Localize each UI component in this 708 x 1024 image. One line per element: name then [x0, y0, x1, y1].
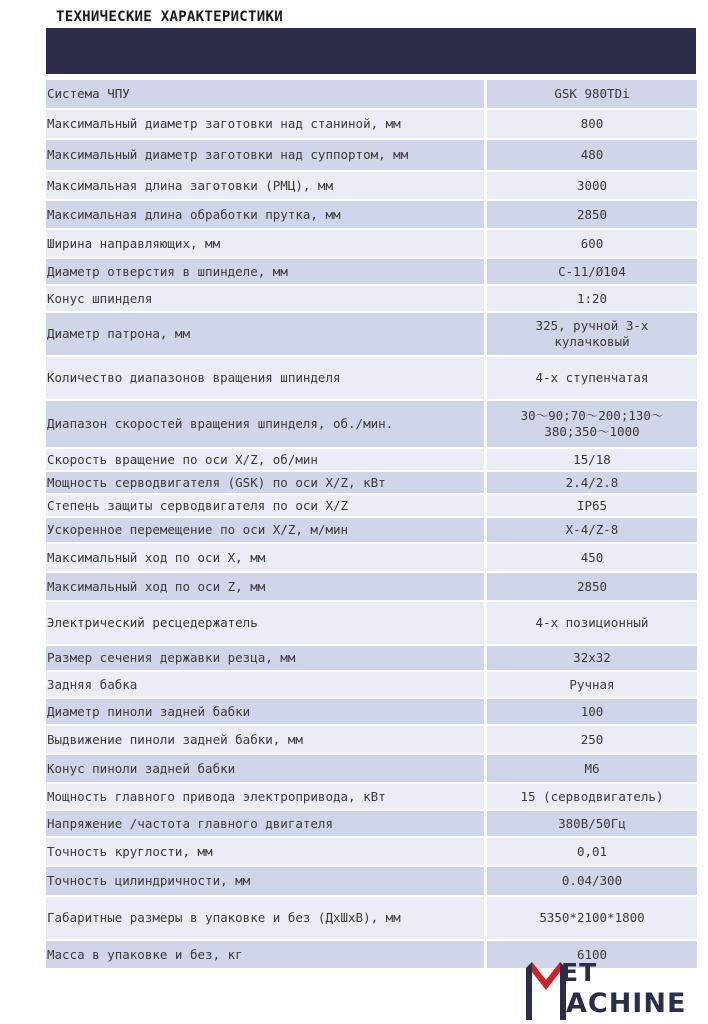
table-row	[46, 573, 697, 600]
spec-label: Степень защиты серводвигателя по оси X/Z	[46, 495, 484, 516]
table-row	[46, 867, 697, 895]
spec-label: Напряжение /частота главного двигателя	[46, 811, 484, 836]
logo-text-bottom: ACHINE	[566, 988, 687, 1019]
spec-value: 0.04/300	[484, 867, 697, 895]
spec-value: 30〜90;70〜200;130〜 380;350〜1000	[484, 401, 697, 447]
spec-label: Диаметр пиноли задней бабки	[46, 699, 484, 724]
metmachine-logo	[526, 958, 698, 1020]
table-row	[46, 646, 697, 670]
spec-value: 2850	[484, 573, 697, 600]
spec-value: X-4/Z-8	[484, 518, 697, 542]
spec-label: Система ЧПУ	[46, 80, 484, 108]
spec-label: Конус шпинделя	[46, 286, 484, 311]
spec-label: Габаритные размеры в упаковке и без (ДхШхВ), мм	[46, 897, 484, 939]
table-row	[46, 672, 697, 697]
logo-text-top: ET	[561, 958, 598, 987]
table-row	[46, 495, 697, 516]
spec-value: 1:20	[484, 286, 697, 311]
table-row	[46, 401, 697, 447]
spec-value: 800	[484, 110, 697, 138]
spec-label: Конус пиноли задней бабки	[46, 755, 484, 782]
spec-value: 5350*2100*1800	[484, 897, 697, 939]
table-row	[46, 755, 697, 782]
table-row	[46, 110, 697, 138]
table-row	[46, 230, 697, 257]
spec-value: 325, ручной 3-х кулачковый	[484, 313, 697, 355]
table-row	[46, 313, 697, 355]
logo-monogram-icon	[526, 958, 566, 1020]
spec-value: C-11/Ø104	[484, 259, 697, 284]
spec-label: Максимальная длина заготовки (РМЦ), мм	[46, 172, 484, 199]
spec-value: GSK 980TDi	[484, 80, 697, 108]
table-row	[46, 140, 697, 170]
spec-label: Максимальный диаметр заготовки над станиной, мм	[46, 110, 484, 138]
specifications-table	[46, 78, 697, 970]
table-row	[46, 544, 697, 571]
spec-value: 32х32	[484, 646, 697, 670]
spec-value: 380В/50Гц	[484, 811, 697, 836]
spec-label: Максимальная длина обработки прутка, мм	[46, 201, 484, 228]
spec-value: 3000	[484, 172, 697, 199]
table-row	[46, 518, 697, 542]
spec-value: 450	[484, 544, 697, 571]
spec-label: Точность цилиндричности, мм	[46, 867, 484, 895]
table-row	[46, 449, 697, 470]
spec-label: Масса в упаковке и без, кг	[46, 941, 484, 968]
spec-label: Выдвижение пиноли задней бабки, мм	[46, 726, 484, 753]
table-row	[46, 838, 697, 865]
table-row	[46, 811, 697, 836]
spec-value: 600	[484, 230, 697, 257]
table-row	[46, 784, 697, 809]
spec-label: Задняя бабка	[46, 672, 484, 697]
table-row	[46, 699, 697, 724]
spec-value: 4-х позиционный	[484, 602, 697, 644]
page-title: ТЕХНИЧЕСКИЕ ХАРАКТЕРИСТИКИ	[56, 9, 283, 25]
table-row	[46, 602, 697, 644]
spec-value: 2850	[484, 201, 697, 228]
spec-value: 15 (серводвигатель)	[484, 784, 697, 809]
spec-value: Ручная	[484, 672, 697, 697]
spec-value: 100	[484, 699, 697, 724]
table-row	[46, 726, 697, 753]
spec-label: Размер сечения державки резца, мм	[46, 646, 484, 670]
spec-label: Максимальный ход по оси X, мм	[46, 544, 484, 571]
table-row	[46, 897, 697, 939]
spec-label: Ширина направляющих, мм	[46, 230, 484, 257]
spec-label: Мощность главного привода электропривода, кВт	[46, 784, 484, 809]
spec-value: М6	[484, 755, 697, 782]
table-row	[46, 172, 697, 199]
spec-value: 480	[484, 140, 697, 170]
spec-label: Ускоренное перемещение по оси X/Z, м/мин	[46, 518, 484, 542]
spec-label: Диапазон скоростей вращения шпинделя, об./мин.	[46, 401, 484, 447]
spec-label: Максимальный диаметр заготовки над суппортом, мм	[46, 140, 484, 170]
spec-value: 0,01	[484, 838, 697, 865]
spec-value: 250	[484, 726, 697, 753]
spec-value: 2.4/2.8	[484, 472, 697, 493]
spec-label: Количество диапазонов вращения шпинделя	[46, 357, 484, 399]
spec-label: Точность круглости, мм	[46, 838, 484, 865]
table-row	[46, 259, 697, 284]
table-row	[46, 201, 697, 228]
spec-label: Электрический ресцедержатель	[46, 602, 484, 644]
spec-label: Диаметр патрона, мм	[46, 313, 484, 355]
table-row	[46, 472, 697, 493]
spec-value: 15/18	[484, 449, 697, 470]
spec-value: 4-х ступенчатая	[484, 357, 697, 399]
table-header-bar	[46, 28, 696, 74]
table-row	[46, 357, 697, 399]
spec-label: Максимальный ход по оси Z, мм	[46, 573, 484, 600]
spec-value: 6100	[484, 941, 697, 968]
spec-label: Диаметр отверстия в шпинделе, мм	[46, 259, 484, 284]
spec-label: Мощность серводвигателя (GSK) по оси X/Z, кВт	[46, 472, 484, 493]
table-row	[46, 80, 697, 108]
spec-value: IP65	[484, 495, 697, 516]
table-row	[46, 286, 697, 311]
spec-label: Скорость вращение по оси X/Z, об/мин	[46, 449, 484, 470]
